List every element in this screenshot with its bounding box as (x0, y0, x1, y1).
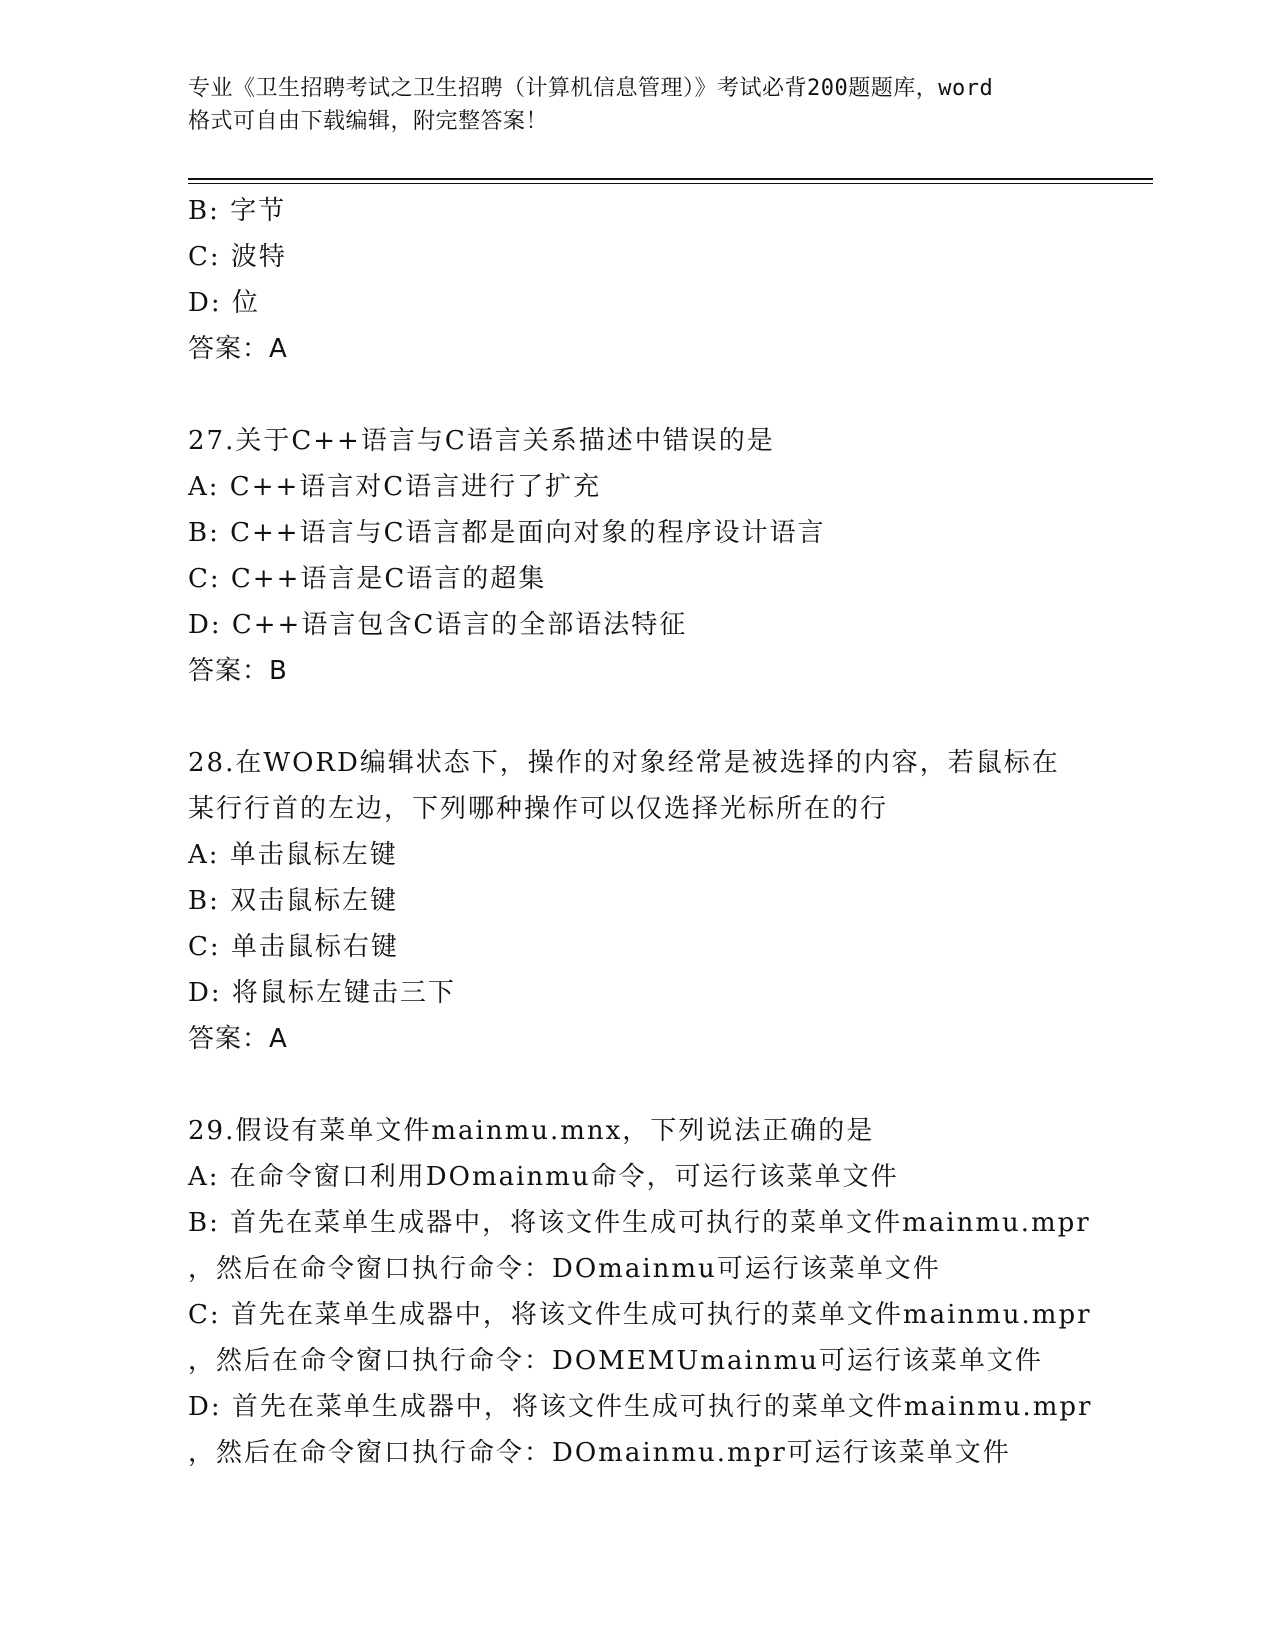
question-list (188, 188, 1148, 1476)
option-b-line-2: ，然后在命令窗口执行命令：DOmainmu可运行该菜单文件 (188, 1254, 941, 1284)
answer: 答案：A (188, 1024, 288, 1054)
option-d: D: C++语言包含C语言的全部语法特征 (188, 610, 688, 640)
header-divider (188, 178, 1153, 180)
question-29 (188, 1108, 1148, 1476)
question-stem: 27.关于C++语言与C语言关系描述中错误的是 (188, 426, 775, 456)
option-c-line-1: C: 首先在菜单生成器中，将该文件生成可执行的菜单文件mainmu.mpr (188, 1300, 1092, 1330)
option-b: B: C++语言与C语言都是面向对象的程序设计语言 (188, 518, 826, 548)
option-b: B: 字节 (188, 196, 287, 226)
option-c-line-2: ，然后在命令窗口执行命令：DOMEMUmainmu可运行该菜单文件 (188, 1346, 1043, 1376)
question-stem-line-2: 某行行首的左边，下列哪种操作可以仅选择光标所在的行 (188, 794, 889, 824)
header-line-1: 专业《卫生招聘考试之卫生招聘（计算机信息管理）》考试必背200题题库，word (188, 76, 994, 101)
option-c: C: 波特 (188, 242, 287, 272)
option-a: A: 单击鼠标左键 (188, 840, 398, 870)
header-line-2: 格式可自由下载编辑，附完整答案！ (188, 109, 549, 134)
question-26-tail (188, 188, 1148, 372)
spacer (188, 1062, 1148, 1108)
option-a: A: C++语言对C语言进行了扩充 (188, 472, 602, 502)
question-stem: 29.假设有菜单文件mainmu.mnx，下列说法正确的是 (188, 1116, 875, 1146)
option-c: C: C++语言是C语言的超集 (188, 564, 547, 594)
question-27 (188, 418, 1148, 694)
answer: 答案：A (188, 334, 288, 364)
option-b: B: 双击鼠标左键 (188, 886, 399, 916)
page-header (188, 72, 1088, 138)
answer: 答案：B (188, 656, 288, 686)
option-d: D: 将鼠标左键击三下 (188, 978, 456, 1008)
header-divider-thin (188, 183, 1153, 184)
option-a: A: 在命令窗口利用DOmainmu命令，可运行该菜单文件 (188, 1162, 899, 1192)
question-stem-line-1: 28.在WORD编辑状态下，操作的对象经常是被选择的内容，若鼠标在 (188, 748, 1060, 778)
option-d-line-1: D: 首先在菜单生成器中，将该文件生成可执行的菜单文件mainmu.mpr (188, 1392, 1093, 1422)
option-d: D: 位 (188, 288, 260, 318)
spacer (188, 372, 1148, 418)
option-c: C: 单击鼠标右键 (188, 932, 399, 962)
spacer (188, 694, 1148, 740)
option-d-line-2: ，然后在命令窗口执行命令：DOmainmu.mpr可运行该菜单文件 (188, 1438, 1011, 1468)
option-b-line-1: B: 首先在菜单生成器中，将该文件生成可执行的菜单文件mainmu.mpr (188, 1208, 1091, 1238)
question-28 (188, 740, 1148, 1062)
